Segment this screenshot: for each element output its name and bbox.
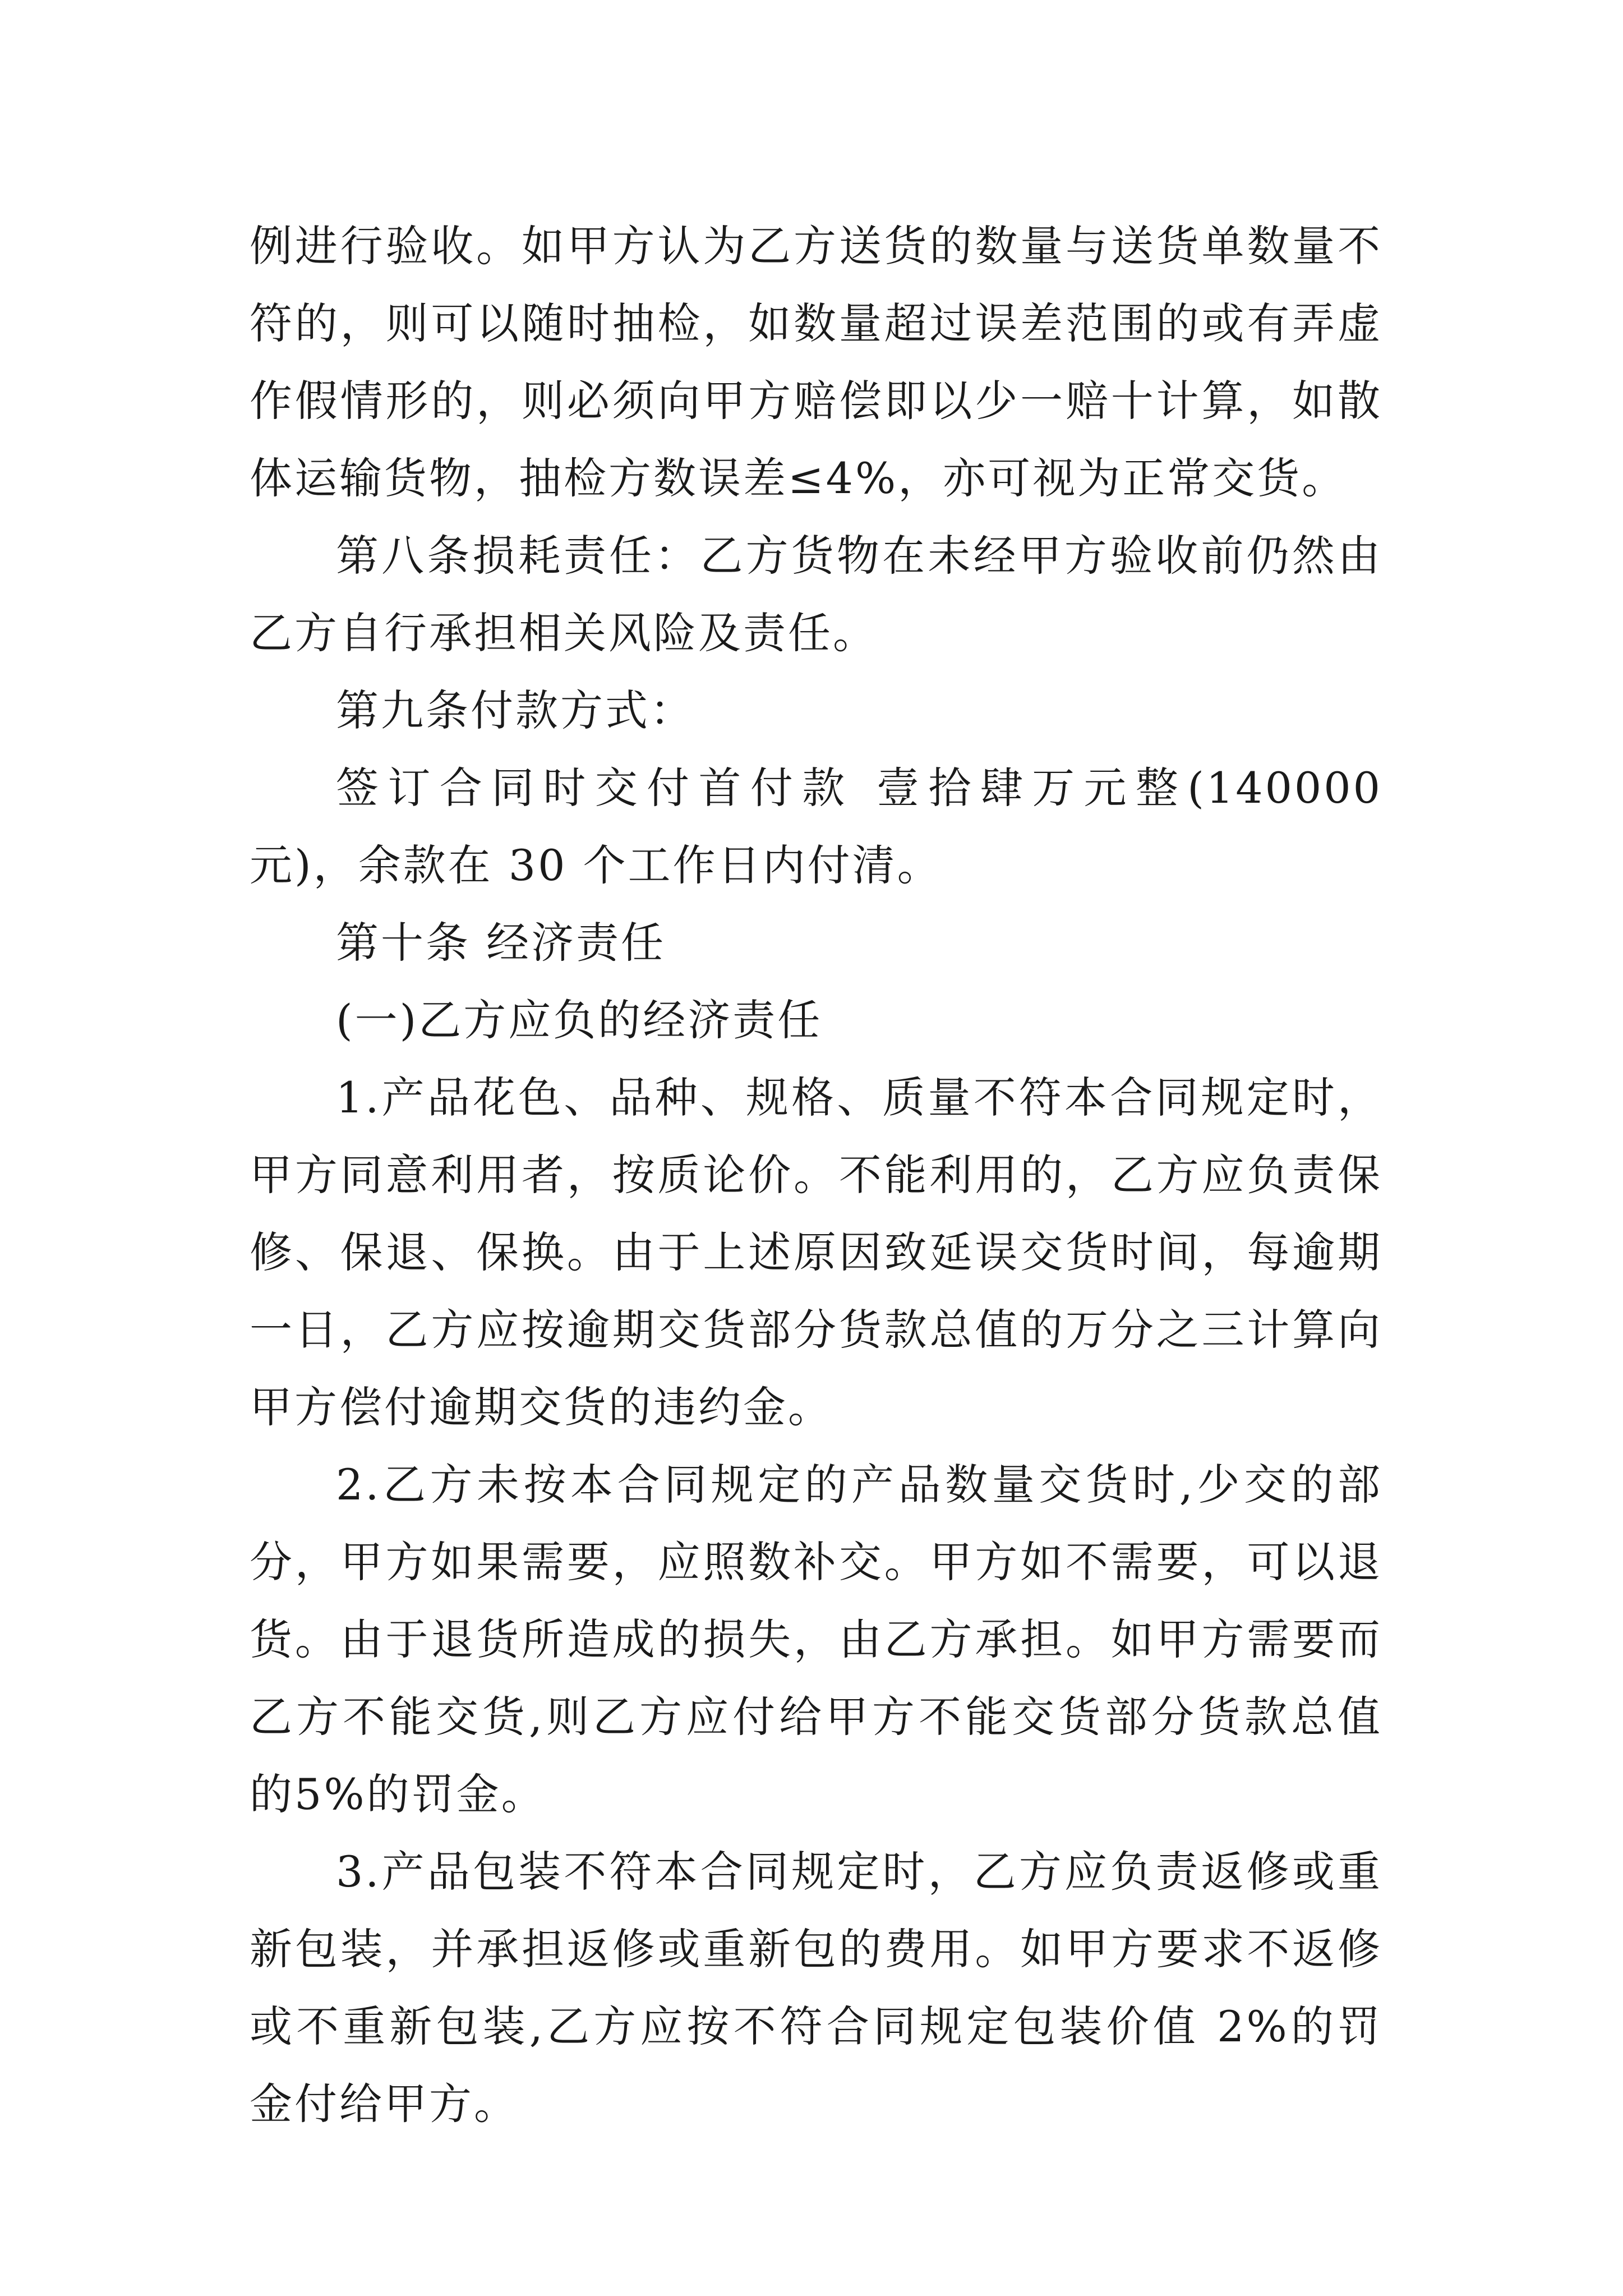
paragraph-article-9-heading: 第九条付款方式： — [336, 685, 695, 735]
paragraph-payment-terms: 签订合同时交付首付款 壹拾肆万元整(140000 元)，余款在 30 个工作日内付清。 — [250, 763, 1382, 890]
paragraph-article-8: 第八条损耗责任：乙方货物在未经甲方验收前仍然由乙方自行承担相关风险及责任。 — [250, 531, 1382, 658]
paragraph-clause-2: 2.乙方未按本合同规定的产品数量交货时,少交的部分，甲方如果需要，应照数补交。甲方如不需要，可以退货。由于退货所造成的损失，由乙方承担。如甲方需要而乙方不能交货,则乙方应付给甲方不能交货部分货款总值的5%的罚金。 — [250, 1460, 1382, 1819]
paragraph-article-10-heading: 第十条 经济责任 — [336, 918, 666, 968]
document-body — [250, 208, 1382, 2143]
paragraph-clause-1: 1.产品花色、品种、规格、质量不符本合同规定时，甲方同意利用者，按质论价。不能利用的，乙方应负责保修、保退、保换。由于上述原因致延误交货时间，每逾期一日，乙方应按逾期交货部分货款总值的万分之三计算向甲方偿付逾期交货的违约金。 — [250, 1073, 1382, 1432]
paragraph-clause-3: 3.产品包装不符本合同规定时，乙方应负责返修或重新包装，并承担返修或重新包的费用。如甲方要求不返修或不重新包装,乙方应按不符合同规定包装价值 2%的罚金付给甲方。 — [250, 1847, 1382, 2129]
paragraph-party-b-liability-heading: (一)乙方应负的经济责任 — [336, 995, 823, 1045]
paragraph-acceptance-continued: 例进行验收。如甲方认为乙方送货的数量与送货单数量不符的，则可以随时抽检，如数量超过误差范围的或有弄虚作假情形的，则必须向甲方赔偿即以少一赔十计算，如散体运输货物，抽检方数误差≤4%，亦可视为正常交货。 — [250, 221, 1382, 503]
